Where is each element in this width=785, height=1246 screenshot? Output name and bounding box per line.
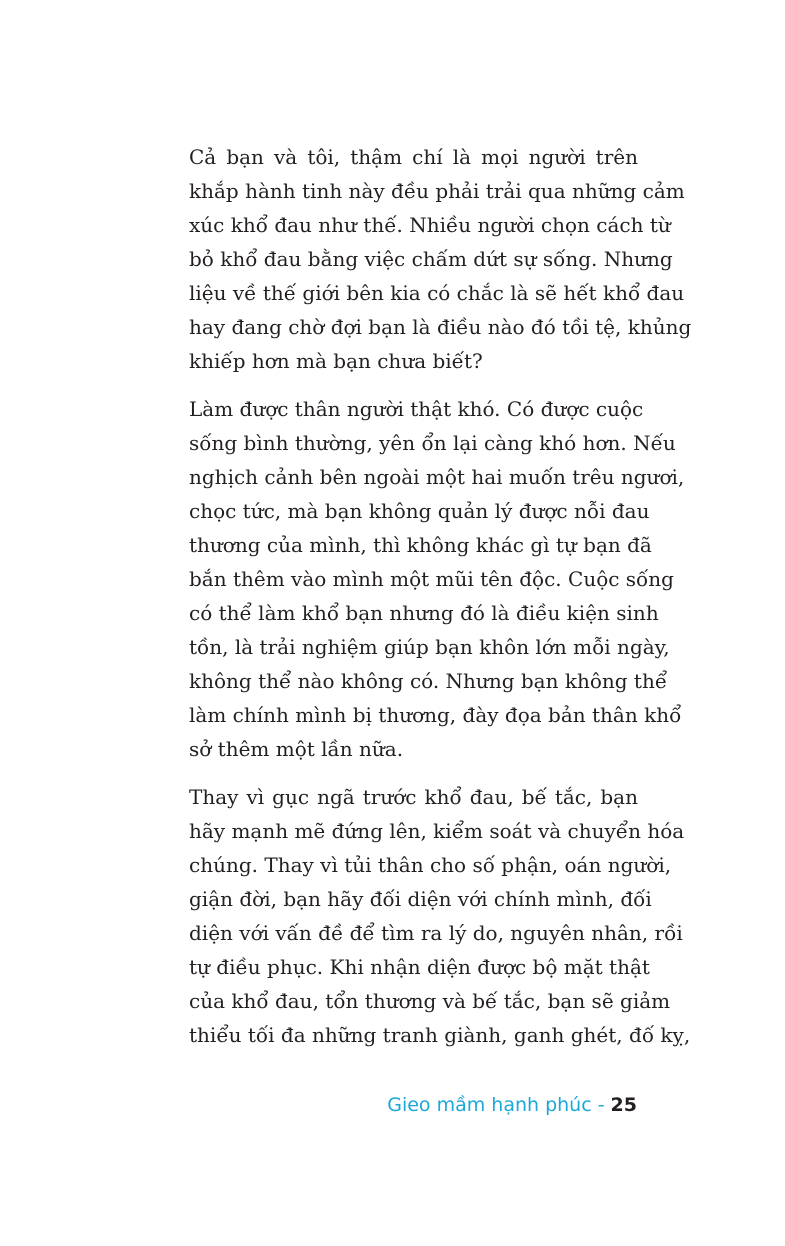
text-line: Làm được thân người thật khó. Có được cuộc: [189, 397, 644, 421]
page-footer: [387, 1094, 637, 1116]
text-line: tồn, là trải nghiệm giúp bạn khôn lớn mỗi ngày,: [189, 635, 670, 659]
text-line: chúng. Thay vì tủi thân cho số phận, oán người,: [189, 853, 672, 877]
text-line: sở thêm một lần nữa.: [189, 737, 404, 761]
text-line: liệu về thế giới bên kia có chắc là sẽ hết khổ đau: [189, 281, 685, 305]
paragraph-2: [148, 392, 685, 766]
text-line: của khổ đau, tổn thương và bế tắc, bạn sẽ giảm: [189, 989, 671, 1013]
text-line: chọc tức, mà bạn không quản lý được nỗi đau: [189, 499, 650, 523]
text-line: có thể làm khổ bạn nhưng đó là điều kiện sinh: [189, 601, 659, 625]
page-number: 25: [610, 1094, 637, 1116]
text-line: bắn thêm vào mình một mũi tên độc. Cuộc sống: [189, 567, 674, 591]
footer-separator: -: [597, 1094, 605, 1116]
book-title: Gieo mầm hạnh phúc: [387, 1094, 592, 1116]
body-text: [148, 140, 692, 1066]
text-line: khiếp hơn mà bạn chưa biết?: [189, 349, 483, 373]
paragraph-1: [148, 140, 692, 378]
text-line: thiểu tối đa những tranh giành, ganh ghét, đố kỵ,: [189, 1023, 691, 1047]
text-line: sống bình thường, yên ổn lại càng khó hơn. Nếu: [189, 431, 676, 455]
text-line: diện với vấn đề để tìm ra lý do, nguyên nhân, rồi: [189, 921, 683, 945]
text-line: hay đang chờ đợi bạn là điều nào đó tồi tệ, khủng: [189, 315, 692, 339]
text-line: nghịch cảnh bên ngoài một hai muốn trêu ngươi,: [189, 465, 685, 489]
text-line: Cả bạn và tôi, thậm chí là mọi người trên: [189, 145, 638, 169]
paragraph-3: [148, 780, 691, 1052]
text-line: làm chính mình bị thương, đày đọa bản thân khổ: [189, 703, 682, 727]
text-line: không thể nào không có. Nhưng bạn không thể: [189, 669, 668, 693]
text-line: Thay vì gục ngã trước khổ đau, bế tắc, bạn: [189, 785, 638, 809]
text-line: tự điều phục. Khi nhận diện được bộ mặt thật: [189, 955, 650, 979]
text-line: xúc khổ đau như thế. Nhiều người chọn cách từ: [189, 213, 671, 237]
text-line: khắp hành tinh này đều phải trải qua những cảm: [189, 179, 685, 203]
text-line: giận đời, bạn hãy đối diện với chính mình, đối: [189, 887, 652, 911]
text-line: bỏ khổ đau bằng việc chấm dứt sự sống. Nhưng: [189, 247, 673, 271]
text-line: thương của mình, thì không khác gì tự bạn đã: [189, 533, 652, 557]
text-line: hãy mạnh mẽ đứng lên, kiểm soát và chuyển hóa: [189, 819, 685, 843]
